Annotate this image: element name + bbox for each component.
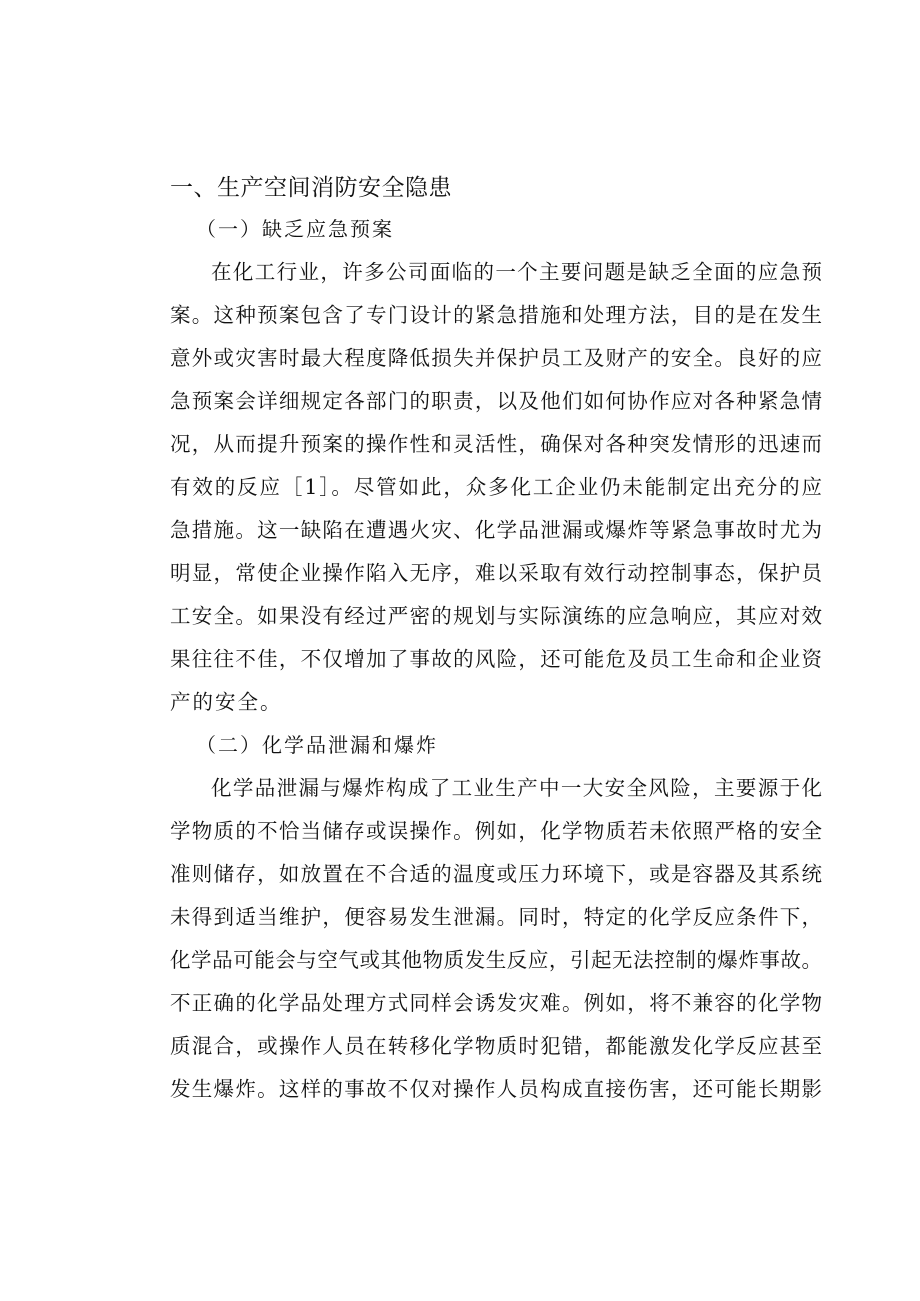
paragraph-2-line-1: 化学品泄漏与爆炸构成了工业生产中一大安全风险，主要源于化: [211, 776, 824, 800]
document-body: [170, 168, 822, 1111]
paragraph-1: [170, 251, 822, 724]
paragraph-2-line-5: 化学品可能会与空气或其他物质发生反应，引起无法控制的爆炸事故。: [170, 948, 823, 972]
paragraph-2-line-6: 不正确的化学品处理方式同样会诱发灾难。例如，将不兼容的化学物: [170, 991, 824, 1015]
paragraph-2-line-7: 质混合，或操作人员在转移化学物质时犯错，都能激发化学反应甚至: [170, 1034, 824, 1058]
section-title: 一、生产空间消防安全隐患: [170, 175, 452, 201]
paragraph-2-line-2: 学物质的不恰当储存或误操作。例如，化学物质若未依照严格的安全: [170, 819, 824, 843]
paragraph-2-line-4: 未得到适当维护，便容易发生泄漏。同时，特定的化学反应条件下，: [170, 905, 824, 929]
paragraph-1-line-8: 明显，常使企业操作陷入无序，难以采取有效行动控制事态，保护员: [170, 561, 824, 585]
paragraph-1-line-3: 意外或灾害时最大程度降低损失并保护员工及财产的安全。良好的应: [170, 346, 824, 370]
paragraph-1-line-4: 急预案会详细规定各部门的职责，以及他们如何协作应对各种紧急情: [170, 389, 824, 413]
paragraph-1-line-6: 有效的反应［1］。尽管如此，众多化工企业仍未能制定出充分的应: [170, 475, 824, 499]
paragraph-2-line-3: 准则储存，如放置在不合适的温度或压力环境下，或是容器及其系统: [170, 862, 824, 886]
paragraph-1-line-1: 在化工行业，许多公司面临的一个主要问题是缺乏全面的应急预: [211, 260, 824, 284]
paragraph-1-line-5: 况，从而提升预案的操作性和灵活性，确保对各种突发情形的迅速而: [170, 432, 824, 456]
paragraph-2-line-8: 发生爆炸。这样的事故不仅对操作人员构成直接伤害，还可能长期影: [170, 1077, 824, 1101]
subsection-title-2: （二）化学品泄漏和爆炸: [196, 733, 438, 757]
paragraph-2: [170, 767, 822, 1111]
subsection-title-1: （一）缺乏应急预案: [196, 217, 394, 241]
paragraph-1-line-7: 急措施。这一缺陷在遭遇火灾、化学品泄漏或爆炸等紧急事故时尤为: [170, 518, 824, 542]
paragraph-1-line-10: 果往往不佳，不仅增加了事故的风险，还可能危及员工生命和企业资: [170, 647, 824, 671]
paragraph-1-line-2: 案。这种预案包含了专门设计的紧急措施和处理方法，目的是在发生: [170, 303, 824, 327]
paragraph-1-line-9: 工安全。如果没有经过严密的规划与实际演练的应急响应，其应对效: [170, 604, 824, 628]
paragraph-1-line-11: 产的安全。: [170, 690, 283, 714]
